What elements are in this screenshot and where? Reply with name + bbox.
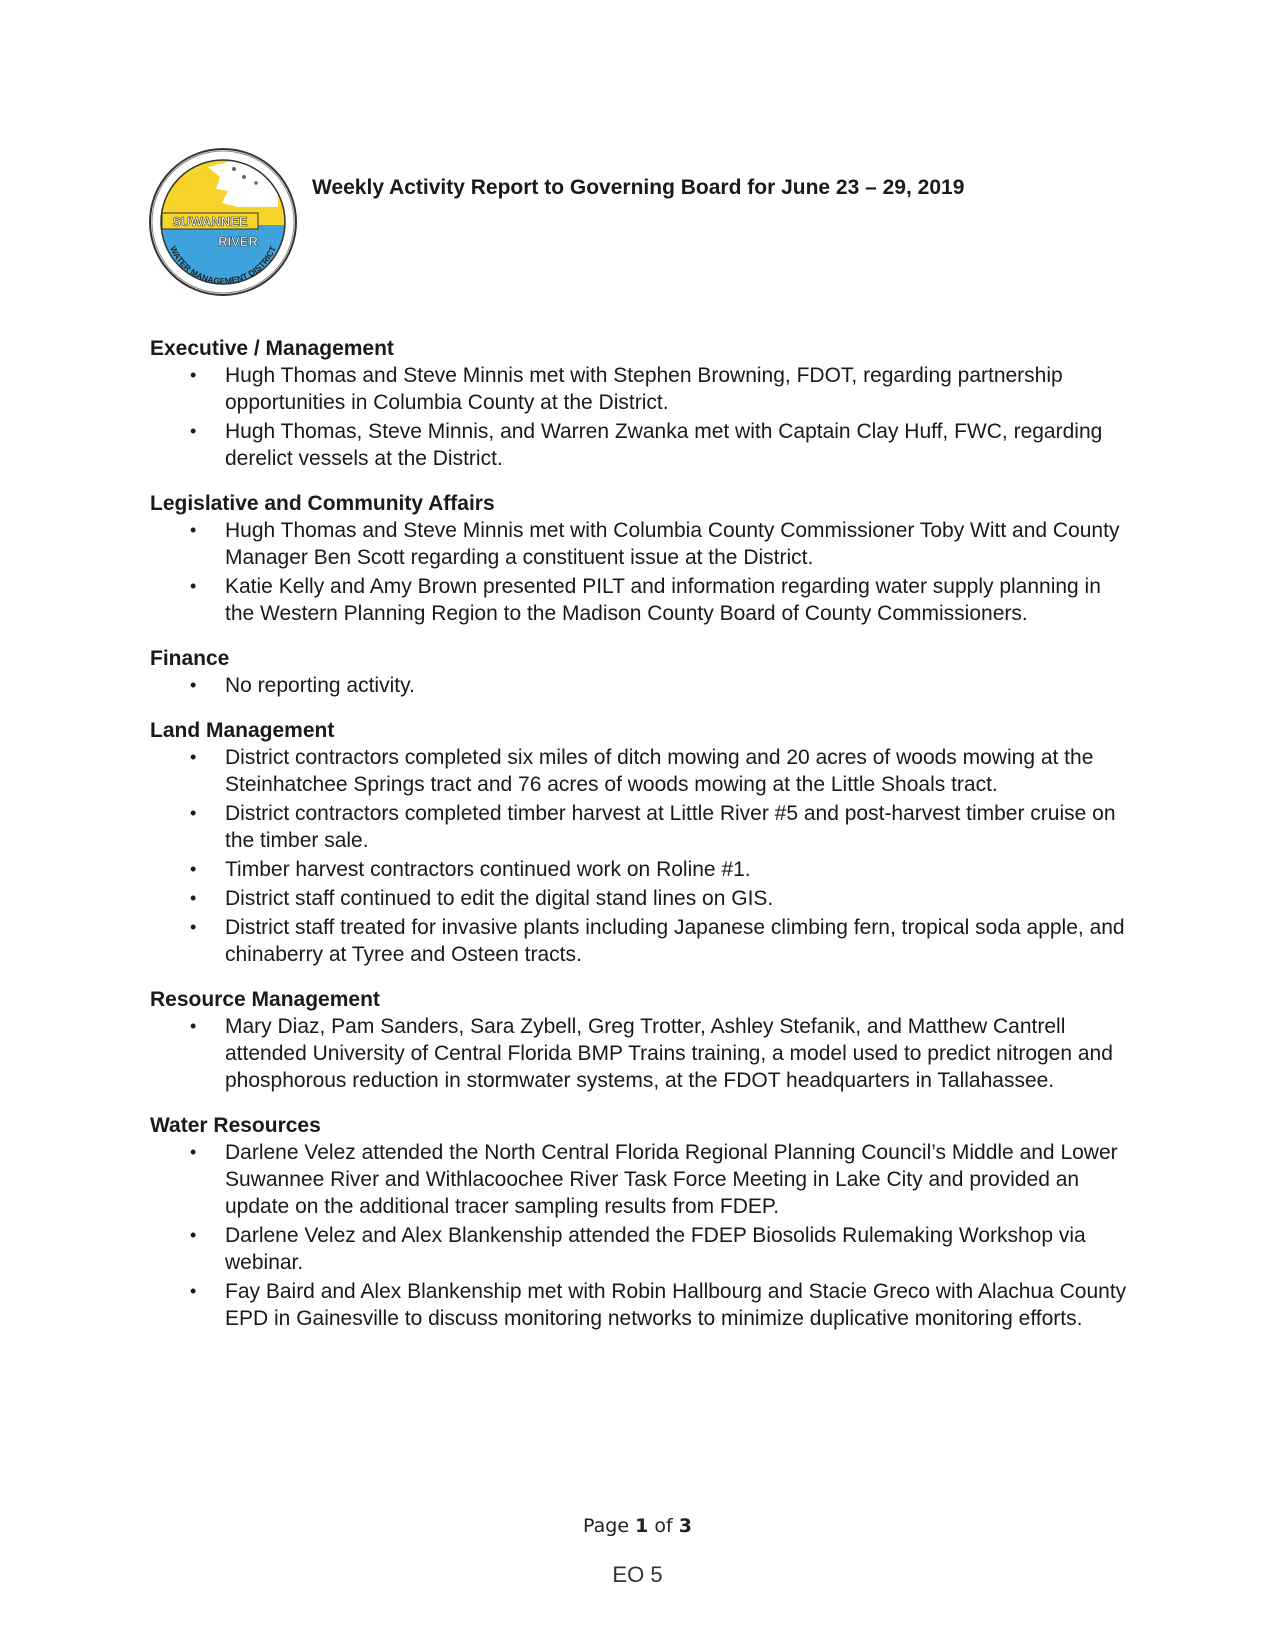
bullet-icon: • [190,675,197,695]
list-item [150,914,1130,968]
list-item [150,418,1130,472]
bullet-list [150,672,1130,699]
list-item [150,1139,1130,1220]
list-item-text: District staff continued to edit the digital stand lines on GIS. [225,887,774,910]
section-heading: Water Resources [150,1114,321,1137]
list-item [150,885,1130,912]
list-item [150,573,1130,627]
list-item [150,856,1130,883]
bullet-icon: • [190,576,197,596]
bullet-list [150,1139,1130,1332]
report-section [150,335,1130,472]
list-item [150,672,1130,699]
list-item-text: Fay Baird and Alex Blankenship met with Robin Hallbourg and Stacie Greco with Alachua County EPD in Gainesville to discuss monitoring networks to minimize duplicative monitoring efforts. [225,1280,1127,1330]
district-logo [148,147,298,297]
bullet-icon: • [190,803,197,823]
list-item [150,1278,1130,1332]
section-heading: Land Management [150,719,335,742]
bullet-icon: • [190,747,197,767]
page-current: 1 [635,1515,649,1537]
bullet-icon: • [190,1225,197,1245]
bullet-icon: • [190,859,197,879]
bullet-icon: • [190,1142,197,1162]
logo-ring-text: WATER MANAGEMENT DISTRICT [168,244,278,287]
list-item-text: Darlene Velez and Alex Blankenship attended the FDEP Biosolids Rulemaking Workshop via webinar. [225,1224,1086,1274]
list-item-text: District staff treated for invasive plants including Japanese climbing fern, tropical soda apple, and chinaberry at Tyree and Osteen tracts. [225,916,1125,966]
page-prefix: Page [583,1515,630,1537]
bullet-icon: • [190,1016,197,1036]
bullet-icon: • [190,520,197,540]
bullet-list [150,1013,1130,1094]
report-section [150,986,1130,1094]
list-item-text: District contractors completed six miles of ditch mowing and 20 acres of woods mowing at the Steinhatchee Springs tract and 76 acres of woods mowing at the Little Shoals tract. [225,746,1094,796]
list-item-text: Mary Diaz, Pam Sanders, Sara Zybell, Greg Trotter, Ashley Stefanik, and Matthew Cantrell attended University of Central Florida BMP Trains training, a model used to predict nitrogen and phosphorous reduction in stormwater systems, at the FDOT headquarters in Tallahassee. [225,1015,1113,1092]
list-item [150,744,1130,798]
page-number [0,1515,1275,1537]
bullet-icon: • [190,888,197,908]
page-total: 3 [678,1515,692,1537]
report-section [150,1112,1130,1332]
section-heading: Executive / Management [150,337,394,360]
list-item-text: No reporting activity. [225,674,415,697]
list-item-text: District contractors completed timber harvest at Little River #5 and post-harvest timber cruise on the timber sale. [225,802,1116,852]
report-section [150,717,1130,968]
document-code: EO 5 [612,1562,663,1587]
bullet-icon: • [190,1281,197,1301]
logo-text-top: SUWANNEE [172,214,248,229]
section-heading: Finance [150,647,230,670]
report-section [150,645,1130,699]
bullet-list [150,744,1130,968]
list-item-text: Hugh Thomas and Steve Minnis met with Stephen Browning, FDOT, regarding partnership opportunities in Columbia County at the District. [225,364,1063,414]
logo-text-middle: RIVER [218,234,258,249]
list-item [150,517,1130,571]
page-of: of [654,1515,673,1537]
report-title: Weekly Activity Report to Governing Board for June 23 – 29, 2019 [312,176,965,199]
list-item-text: Timber harvest contractors continued work on Roline #1. [225,858,751,881]
bullet-icon: • [190,917,197,937]
section-heading: Legislative and Community Affairs [150,492,495,515]
report-header [148,147,1148,307]
report-section [150,490,1130,627]
list-item [150,362,1130,416]
list-item-text: Darlene Velez attended the North Central Florida Regional Planning Council’s Middle and Lower Suwannee River and Withlacoochee River Task Force Meeting in Lake City and provided an update on the additional tracer sampling results from FDEP. [225,1141,1118,1218]
bullet-list [150,517,1130,627]
list-item-text: Hugh Thomas and Steve Minnis met with Columbia County Commissioner Toby Witt and County Manager Ben Scott regarding a constituent issue at the District. [225,519,1120,569]
bullet-list [150,362,1130,472]
list-item [150,1222,1130,1276]
bullet-icon: • [190,421,197,441]
list-item [150,800,1130,854]
section-heading: Resource Management [150,988,380,1011]
bullet-icon: • [190,365,197,385]
list-item [150,1013,1130,1094]
report-body [150,335,1130,1350]
list-item-text: Hugh Thomas, Steve Minnis, and Warren Zwanka met with Captain Clay Huff, FWC, regarding derelict vessels at the District. [225,420,1103,470]
list-item-text: Katie Kelly and Amy Brown presented PILT and information regarding water supply planning in the Western Planning Region to the Madison County Board of County Commissioners. [225,575,1101,625]
